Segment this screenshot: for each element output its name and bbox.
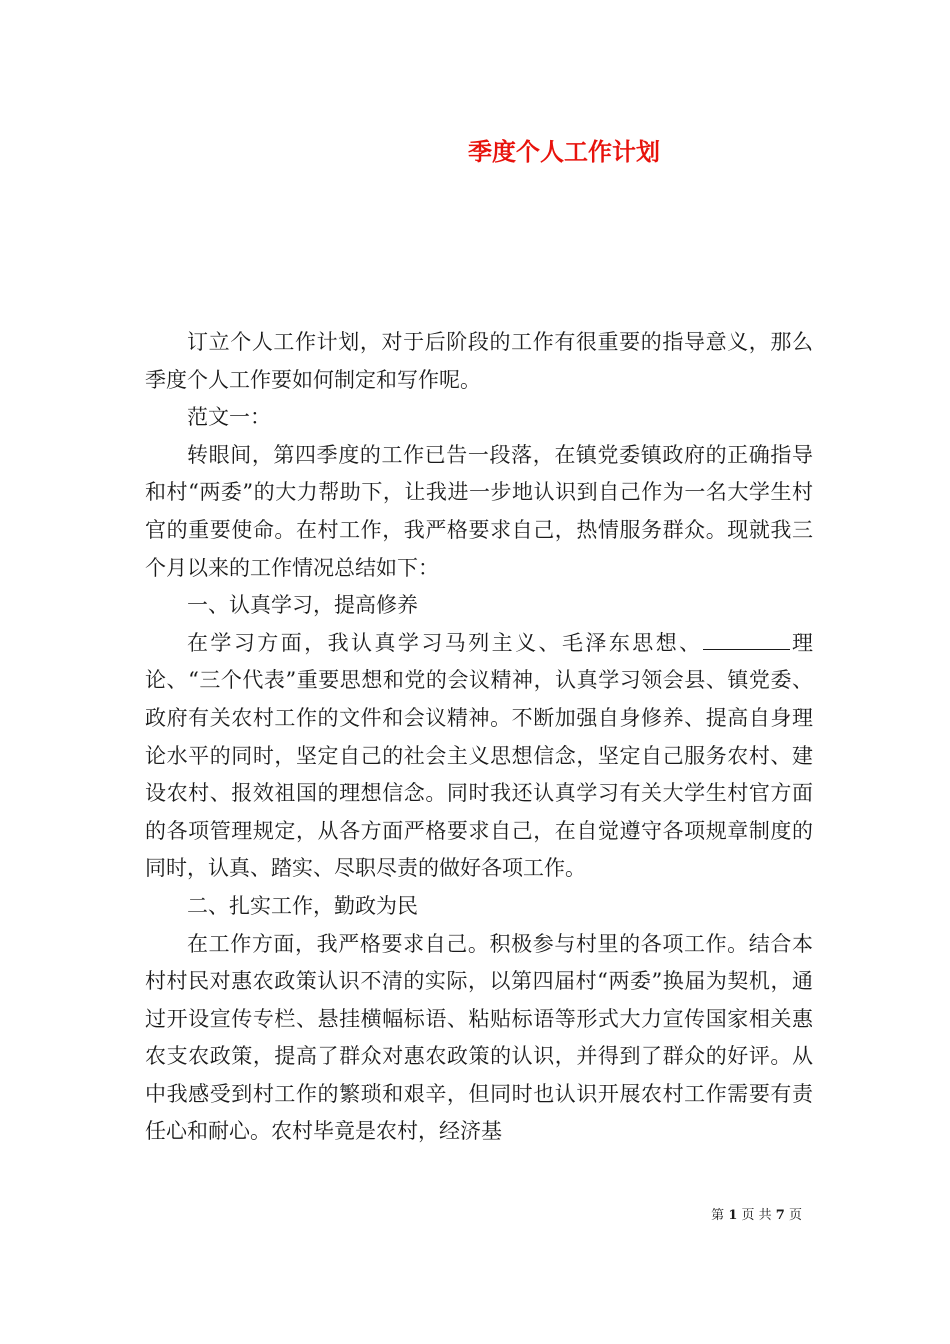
fill-in-blank-continued — [778, 631, 790, 650]
paragraph-1: 转眼间，第四季度的工作已告一段落，在镇党委镇政府的正确指导和村“两委”的大力帮助下，让我进一步地认识到自己作为一名大学生村官的重要使命。在村工作，我严格要求自己，热情服务群众。现就我三个月以来的工作情况总结如下： — [145, 442, 813, 580]
paragraph-3: 在工作方面，我严格要求自己。积极参与村里的各项工作。结合本村村民对惠农政策认识不清的实际，以第四届村“两委”换届为契机，通过开设宣传专栏、悬挂横幅标语、粘贴标语等形式大力宣传国家相关惠农支农政策，提高了群众对惠农政策的认识，并得到了群众的好评。从中我感受到村工作的繁琐和艰辛，但同时也认识开展农村工作需要有责任心和耐心。农村毕竟是农村，经济基 — [145, 931, 813, 1144]
footer-total-pages: 7 — [775, 1208, 785, 1223]
page-footer — [711, 1204, 802, 1223]
footer-current-page: 1 — [728, 1208, 738, 1223]
paragraph-2-start: 在学习方面，我认真学习马列主义、毛泽东思想、 — [187, 630, 703, 655]
sample-label: 范文一： — [187, 405, 271, 430]
section-heading-1: 一、认真学习，提高修养 — [187, 593, 418, 618]
section-heading-2: 二、扎实工作，勤政为民 — [187, 893, 418, 918]
document-title: 季度个人工作计划 — [468, 137, 660, 166]
paragraph-2-rest: 理论、“三个代表”重要思想和党的会议精神，认真学习领会县、镇党委、政府有关农村工作的文件和会议精神。不断加强自身修养、提高自身理论水平的同时，坚定自己的社会主义思想信念，坚定自己服务农村、建设农村、报效祖国的理想信念。同时我还认真学习有关大学生村官方面的各项管理规定，从各方面严格要求自己，在自觉遵守各项规章制度的同时，认真、踏实、尽职尽责的做好各项工作。 — [145, 630, 814, 881]
intro-paragraph: 订立个人工作计划，对于后阶段的工作有很重要的指导意义，那么季度个人工作要如何制定和写作呢。 — [145, 330, 813, 392]
footer-prefix: 第 — [711, 1208, 725, 1223]
document-body — [145, 324, 813, 1151]
fill-in-blank — [703, 631, 778, 650]
footer-suffix: 页 — [788, 1208, 802, 1223]
footer-middle: 页 共 — [741, 1208, 772, 1223]
paragraph-2 — [145, 625, 813, 888]
